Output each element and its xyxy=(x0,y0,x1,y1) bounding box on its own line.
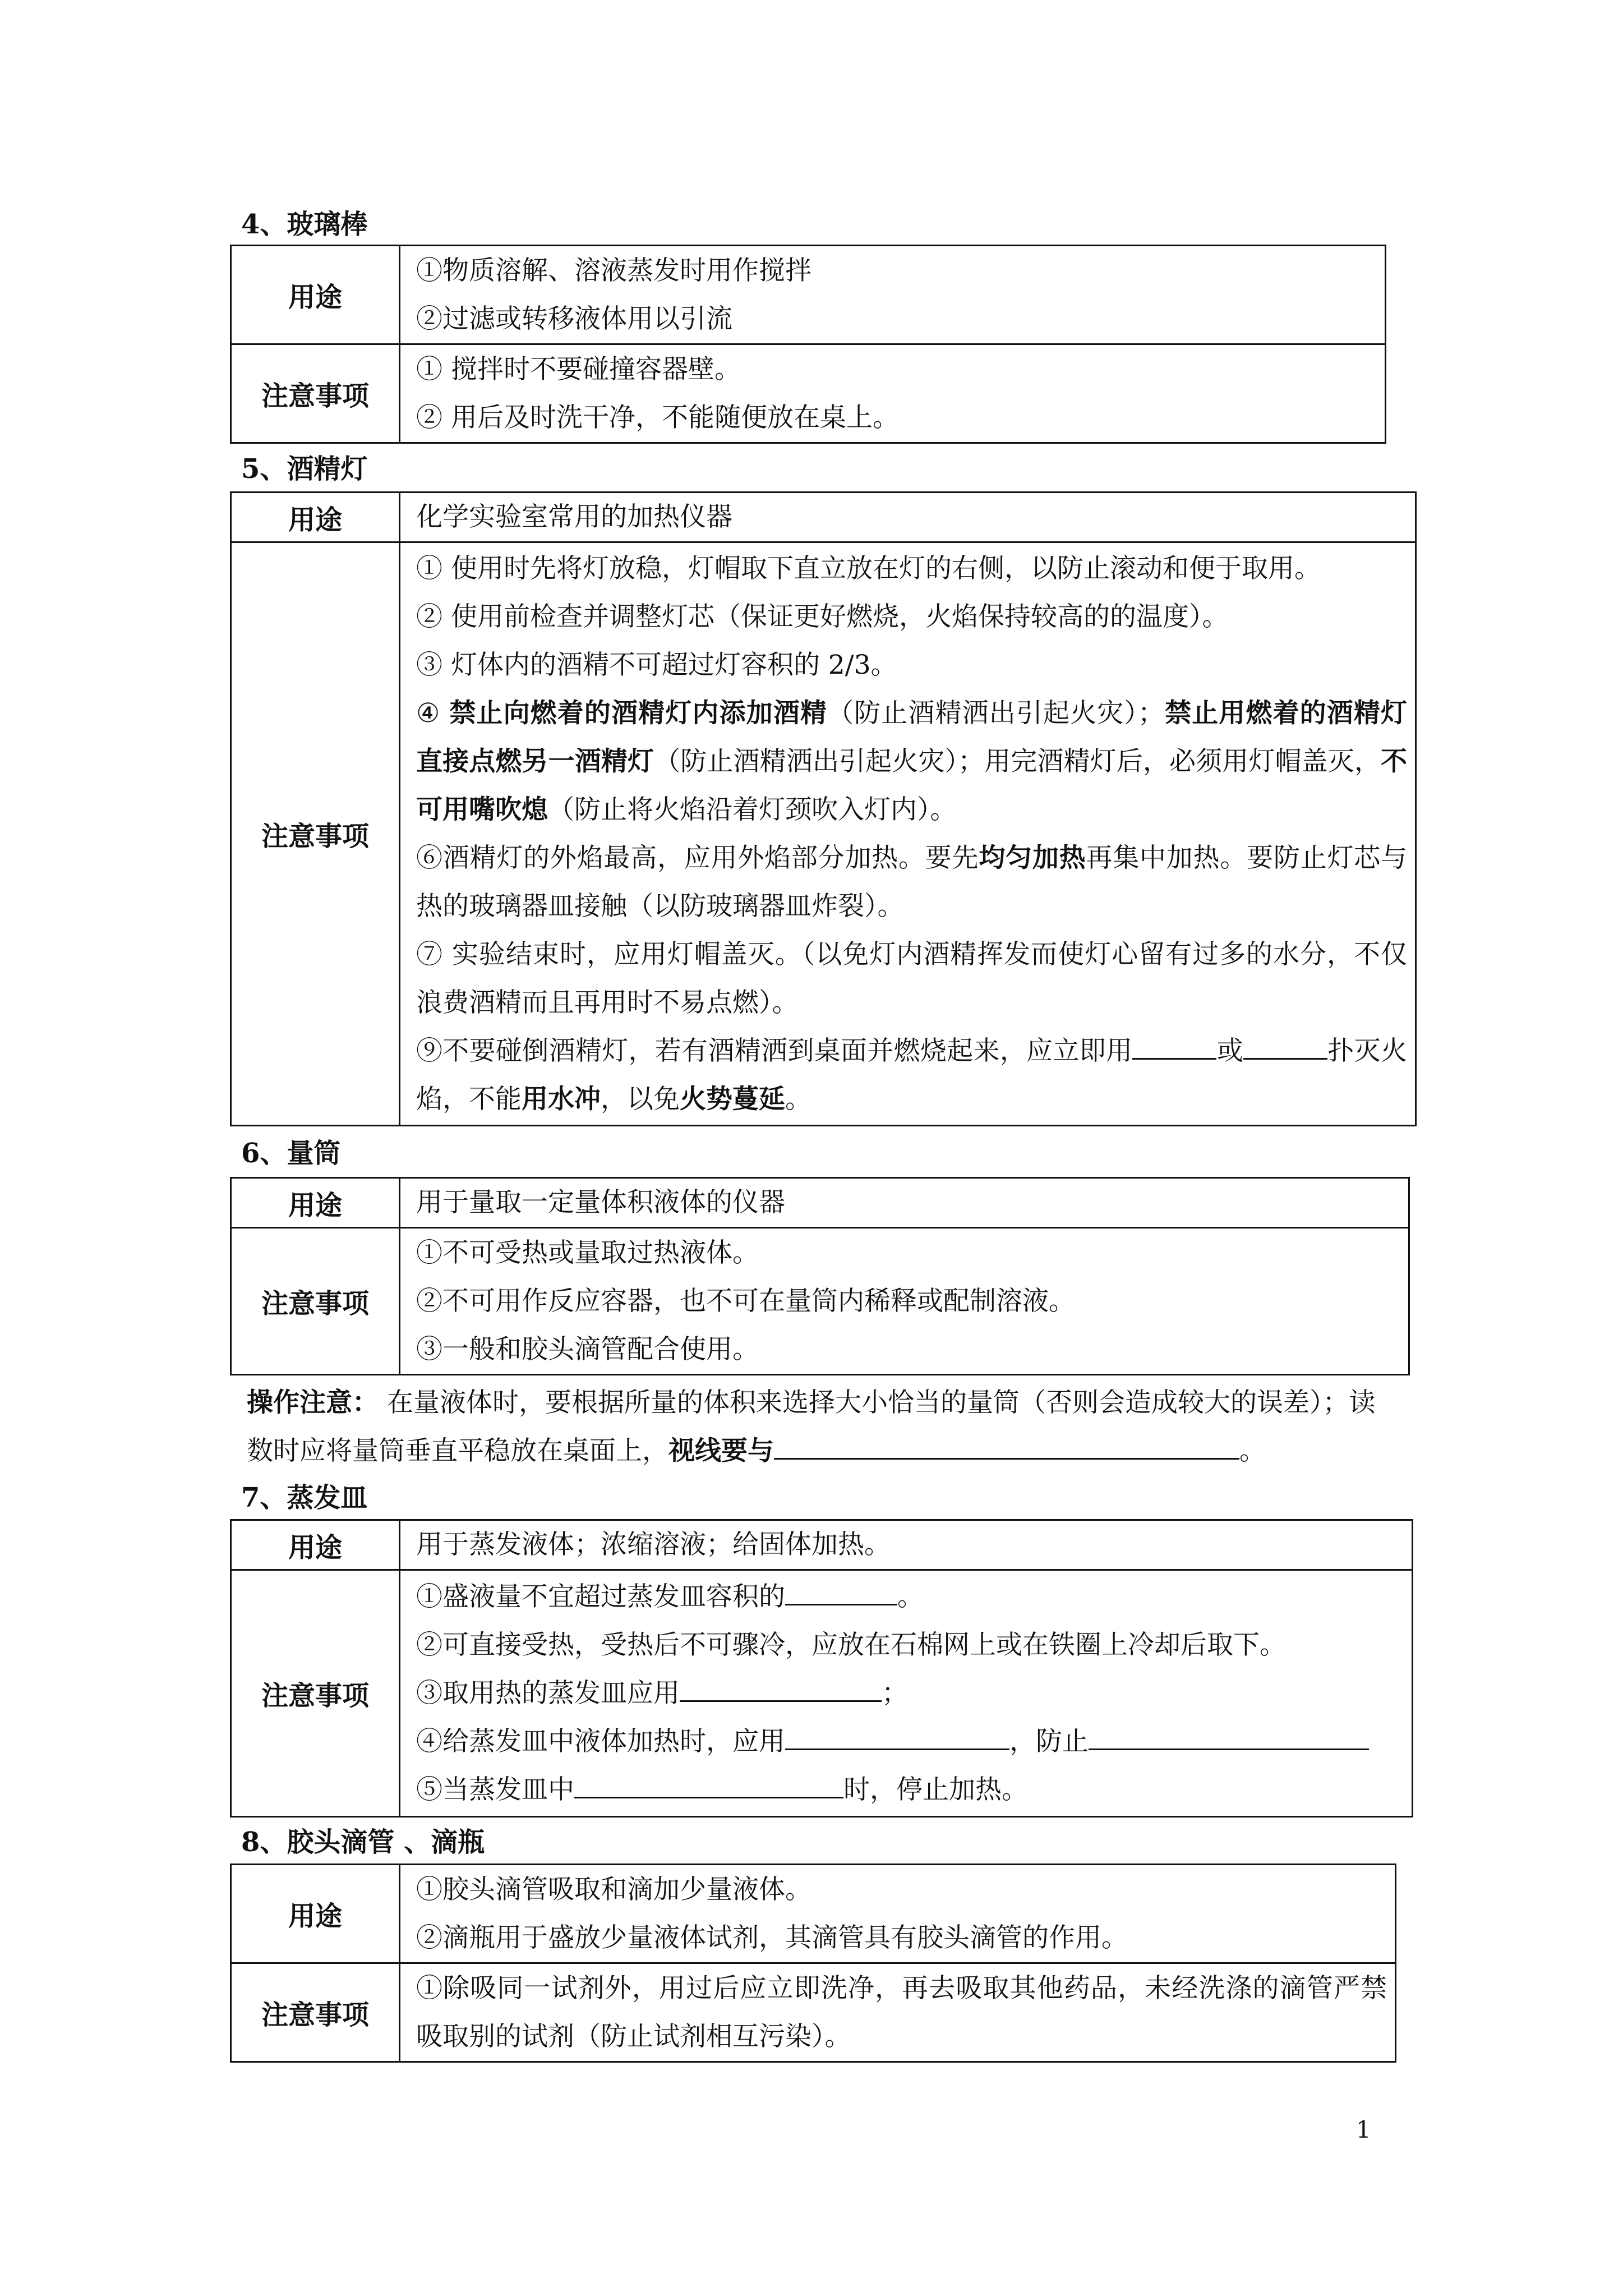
usage-label: 用途 xyxy=(231,1865,400,1963)
caution-line: ①盛液量不宜超过蒸发皿容积的 。 xyxy=(416,1581,924,1612)
usage-label: 用途 xyxy=(231,246,400,344)
caution-line: ④给蒸发皿中液体加热时，应用 ，防止 xyxy=(416,1718,1404,1766)
section-title-dropper: 8、胶头滴管 、滴瓶 xyxy=(241,1826,485,1858)
usage-cell xyxy=(400,493,1416,542)
caution-cell xyxy=(400,344,1386,443)
caution-cell xyxy=(400,542,1416,1126)
usage-cell xyxy=(400,1865,1396,1963)
usage-line: 化学实验室常用的加热仪器 xyxy=(416,501,732,532)
usage-line: ②滴瓶用于盛放少量液体试剂，其滴管具有胶头滴管的作用。 xyxy=(416,1922,1128,1953)
usage-cell xyxy=(400,1520,1413,1570)
usage-label: 用途 xyxy=(231,1520,400,1570)
usage-cell xyxy=(400,246,1386,344)
caution-line: ③ 灯体内的酒精不可超过灯容积的 2/3。 xyxy=(416,649,897,680)
caution-cell xyxy=(400,1570,1413,1817)
caution-line: ②不可用作反应容器，也不可在量筒内稀释或配制溶液。 xyxy=(416,1285,1075,1317)
glass-rod-table xyxy=(230,245,1386,444)
caution-paragraph: ⑥酒精灯的外焰最高，应用外焰部分加热。要先均匀加热再集中加热。要防止灯芯与热的玻璃器皿接触（以防玻璃器皿炸裂）。 xyxy=(416,842,1408,922)
caution-paragraph: ④ 禁止向燃着的酒精灯内添加酒精（防止酒精洒出引起火灾）；禁止用燃着的酒精灯直接点燃另一酒精灯（防止酒精洒出引起火灾）；用完酒精灯后，必须用灯帽盖灭，不可用嘴吹熄（防止将火焰沿着灯颈吹入灯内）。 xyxy=(416,697,1408,825)
dropper-table xyxy=(230,1864,1396,2063)
fill-blank xyxy=(785,1726,1009,1750)
usage-line: ②过滤或转移液体用以引流 xyxy=(416,303,732,334)
caution-label: 注意事项 xyxy=(231,344,400,443)
caution-paragraph: ⑦ 实验结束时，应用灯帽盖灭。（以免灯内酒精挥发而使灯心留有过多的水分，不仅浪费酒精而且再用时不易点燃）。 xyxy=(416,938,1407,1018)
fill-blank xyxy=(785,1581,897,1605)
caution-cell xyxy=(400,1963,1396,2062)
caution-line: ⑤当蒸发皿中 时，停止加热。 xyxy=(416,1774,1028,1805)
section-title-glass-rod: 4、玻璃棒 xyxy=(241,209,368,240)
caution-label: 注意事项 xyxy=(231,1228,400,1375)
section-title-evaporating-dish: 7、蒸发皿 xyxy=(241,1482,368,1513)
caution-label: 注意事项 xyxy=(231,1963,400,2062)
usage-label: 用途 xyxy=(231,493,400,542)
fill-blank xyxy=(680,1678,882,1702)
fill-blank xyxy=(574,1774,843,1798)
caution-paragraph: ①除吸同一试剂外，用过后应立即洗净，再去吸取其他药品，未经洗涤的滴管严禁吸取别的试剂（防止试剂相互污染）。 xyxy=(416,1972,1387,2052)
measuring-cylinder-table xyxy=(230,1177,1410,1375)
caution-line: ① 使用时先将灯放稳，灯帽取下直立放在灯的右侧，以防止滚动和便于取用。 xyxy=(416,553,1321,584)
usage-cell xyxy=(400,1178,1409,1228)
caution-line: ③一般和胶头滴管配合使用。 xyxy=(416,1333,759,1365)
caution-line: ① 搅拌时不要碰撞容器壁。 xyxy=(416,353,741,385)
caution-cell xyxy=(400,1228,1409,1375)
operation-note: 操作注意： 在量液体时，要根据所量的体积来选择大小恰当的量筒（否则会造成较大的误差）；读数时应将量筒垂直平稳放在桌面上，视线要与 。 xyxy=(247,1387,1376,1466)
evaporating-dish-table xyxy=(230,1519,1413,1818)
section-title-measuring-cylinder: 6、量筒 xyxy=(241,1138,341,1169)
fill-blank xyxy=(1089,1726,1369,1750)
caution-line: ③取用热的蒸发皿应用 ； xyxy=(416,1677,908,1709)
caution-line: ② 使用前检查并调整灯芯（保证更好燃烧，火焰保持较高的的温度）。 xyxy=(416,601,1229,632)
usage-line: 用于量取一定量体积液体的仪器 xyxy=(416,1187,785,1218)
usage-label: 用途 xyxy=(231,1178,400,1228)
fill-blank xyxy=(774,1435,1239,1460)
caution-paragraph: ⑨不要碰倒酒精灯，若有酒精洒到桌面并燃烧起来，应立即用 或 扑灭火焰，不能用水冲，以免火势蔓延。 xyxy=(416,1035,1407,1115)
caution-label: 注意事项 xyxy=(231,542,400,1126)
alcohol-lamp-table xyxy=(230,491,1417,1126)
fill-blank xyxy=(1132,1036,1216,1060)
usage-line: ①物质溶解、溶液蒸发时用作搅拌 xyxy=(416,255,811,286)
caution-label: 注意事项 xyxy=(231,1570,400,1817)
usage-line: ①胶头滴管吸取和滴加少量液体。 xyxy=(416,1874,811,1905)
page-number: 1 xyxy=(1356,2116,1371,2143)
fill-blank xyxy=(1243,1036,1327,1060)
section-title-alcohol-lamp: 5、酒精灯 xyxy=(241,453,368,485)
caution-line: ①不可受热或量取过热液体。 xyxy=(416,1237,759,1268)
caution-line: ②可直接受热，受热后不可骤冷，应放在石棉网上或在铁圈上冷却后取下。 xyxy=(416,1629,1286,1660)
caution-line: ② 用后及时洗干净，不能随便放在桌上。 xyxy=(416,402,899,433)
usage-line: 用于蒸发液体；浓缩溶液；给固体加热。 xyxy=(416,1529,891,1560)
